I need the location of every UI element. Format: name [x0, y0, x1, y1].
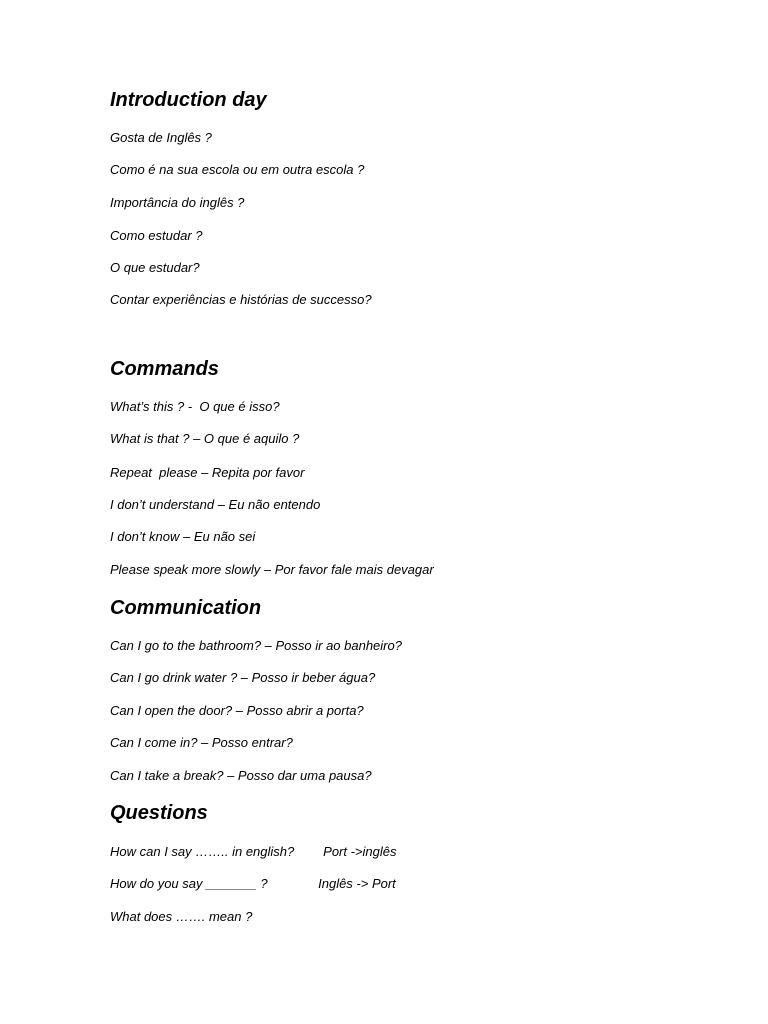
text-line: Gosta de Inglês ?: [110, 130, 212, 145]
text-line: How do you say _______ ? Inglês -> Port: [110, 876, 396, 891]
text-line: Can I go to the bathroom? – Posso ir ao banheiro?: [110, 638, 402, 653]
text-line: How can I say …….. in english? Port ->inglês: [110, 844, 397, 859]
text-line: I don’t understand – Eu não entendo: [110, 497, 321, 512]
section-heading-communication: Communication: [110, 597, 262, 619]
text-line: I don’t know – Eu não sei: [110, 529, 256, 544]
text-line: Contar experiências e histórias de successo?: [110, 292, 372, 307]
text-line: What’s this ? - O que é isso?: [110, 399, 280, 414]
text-line: Can I go drink water ? – Posso ir beber água?: [110, 670, 376, 685]
text-line: O que estudar?: [110, 260, 200, 275]
text-line: Repeat please – Repita por favor: [110, 465, 305, 480]
text-line: What is that ? – O que é aquilo ?: [110, 431, 300, 446]
text-line: Importância do inglês ?: [110, 195, 245, 210]
text-line: What does ……. mean ?: [110, 909, 253, 924]
section-heading-commands: Commands: [110, 358, 219, 380]
section-heading-introduction-day: Introduction day: [110, 89, 267, 111]
text-line: Can I open the door? – Posso abrir a porta?: [110, 703, 364, 718]
section-heading-questions: Questions: [110, 802, 208, 824]
text-line: Como é na sua escola ou em outra escola ?: [110, 162, 365, 177]
text-line: Please speak more slowly – Por favor fale mais devagar: [110, 562, 434, 577]
text-line: Can I come in? – Posso entrar?: [110, 735, 293, 750]
text-line: Como estudar ?: [110, 228, 203, 243]
text-line: Can I take a break? – Posso dar uma pausa?: [110, 768, 372, 783]
